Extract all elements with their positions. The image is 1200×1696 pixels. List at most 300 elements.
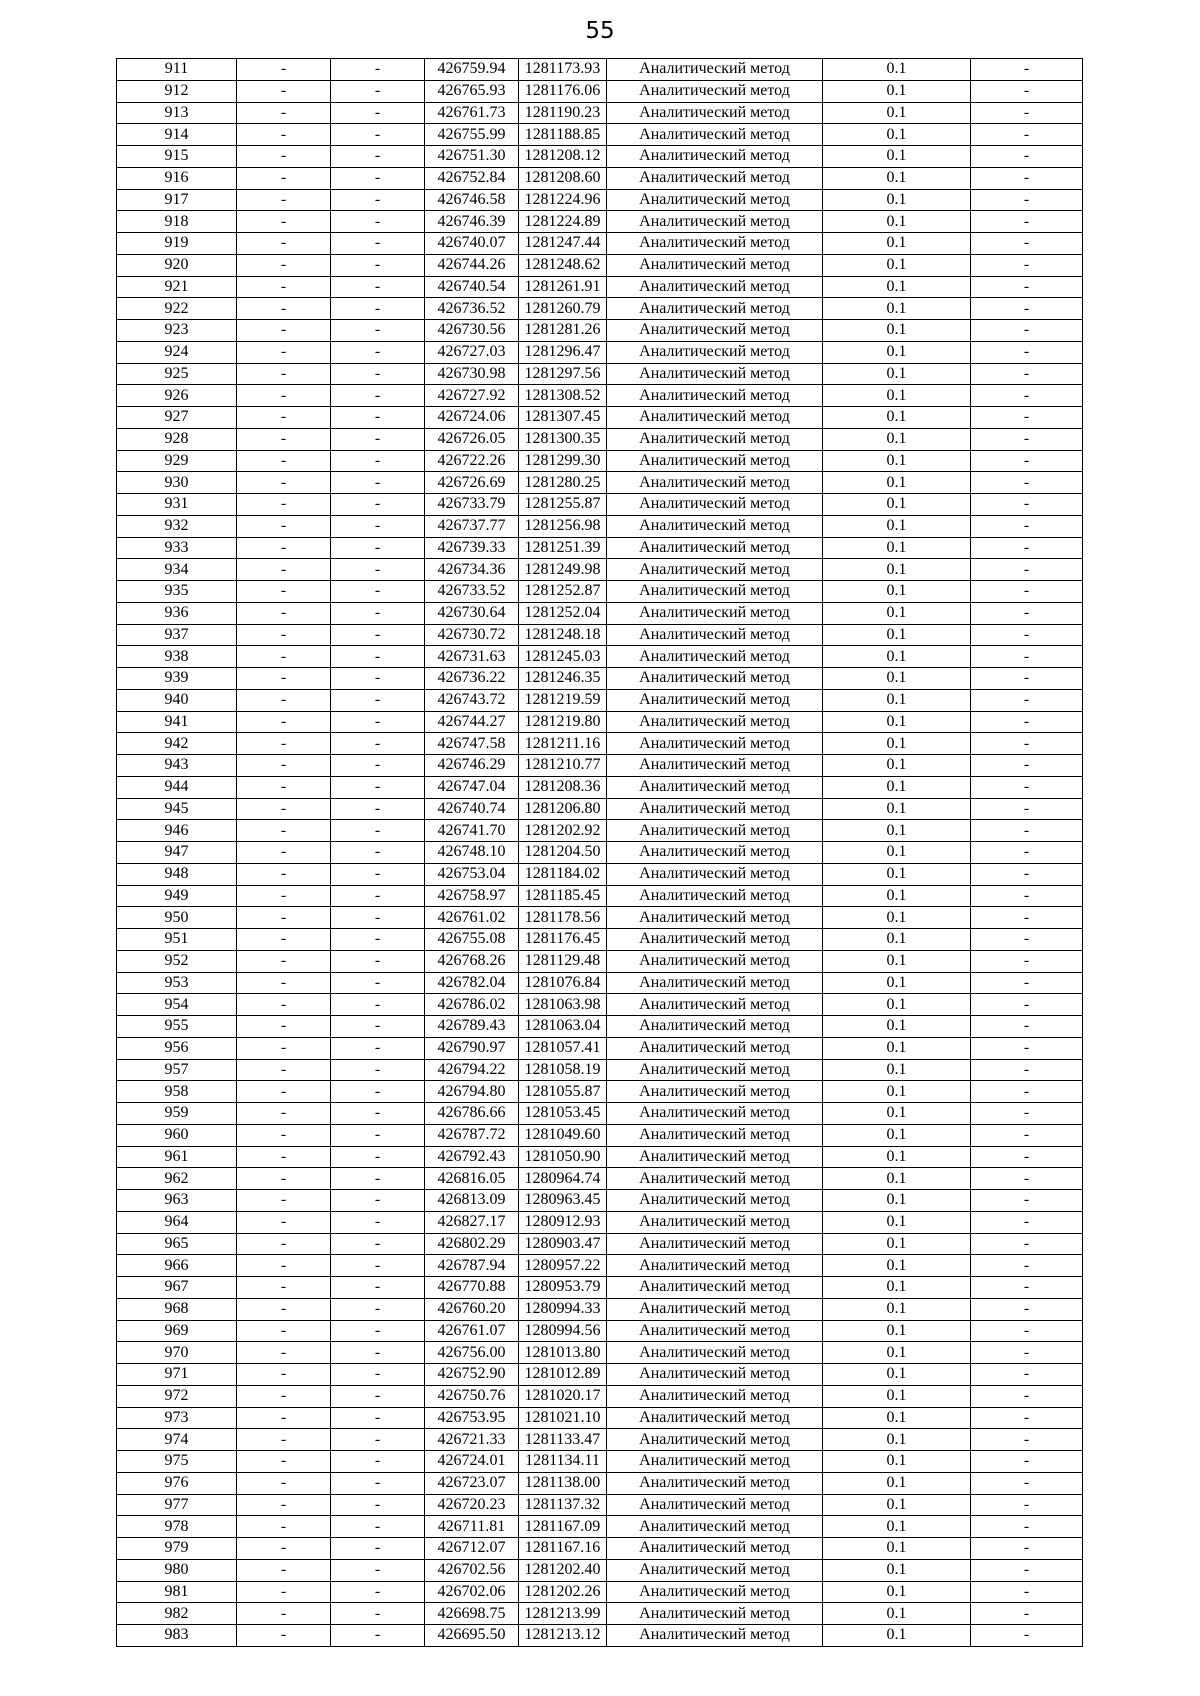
point-number-cell: 911 [117,59,237,81]
y-coordinate-cell: 1281167.16 [519,1538,607,1560]
note-cell: - [971,146,1083,168]
empty-cell-1: - [237,254,331,276]
empty-cell-1: - [237,341,331,363]
accuracy-cell: 0.1 [823,1059,971,1081]
note-cell: - [971,581,1083,603]
empty-cell-2: - [331,755,425,777]
empty-cell-1: - [237,776,331,798]
table-row [117,167,1083,189]
empty-cell-1: - [237,1233,331,1255]
empty-cell-2: - [331,1103,425,1125]
table-row [117,494,1083,516]
y-coordinate-cell: 1281063.98 [519,994,607,1016]
y-coordinate-cell: 1281246.35 [519,668,607,690]
x-coordinate-cell: 426768.26 [425,950,519,972]
y-coordinate-cell: 1281213.99 [519,1603,607,1625]
note-cell: - [971,798,1083,820]
note-cell: - [971,624,1083,646]
note-cell: - [971,1364,1083,1386]
method-cell: Аналитический метод [607,1059,823,1081]
y-coordinate-cell: 1281211.16 [519,733,607,755]
point-number-cell: 918 [117,211,237,233]
note-cell: - [971,124,1083,146]
accuracy-cell: 0.1 [823,907,971,929]
empty-cell-1: - [237,1059,331,1081]
empty-cell-1: - [237,907,331,929]
x-coordinate-cell: 426758.97 [425,885,519,907]
y-coordinate-cell: 1281256.98 [519,515,607,537]
y-coordinate-cell: 1281213.12 [519,1625,607,1647]
note-cell: - [971,1342,1083,1364]
point-number-cell: 937 [117,624,237,646]
table-row [117,298,1083,320]
empty-cell-2: - [331,646,425,668]
table-row [117,646,1083,668]
method-cell: Аналитический метод [607,907,823,929]
note-cell: - [971,80,1083,102]
method-cell: Аналитический метод [607,581,823,603]
x-coordinate-cell: 426802.29 [425,1233,519,1255]
y-coordinate-cell: 1281167.09 [519,1516,607,1538]
table-row [117,994,1083,1016]
note-cell: - [971,298,1083,320]
empty-cell-2: - [331,494,425,516]
x-coordinate-cell: 426739.33 [425,537,519,559]
method-cell: Аналитический метод [607,1211,823,1233]
table-row [117,950,1083,972]
point-number-cell: 973 [117,1407,237,1429]
method-cell: Аналитический метод [607,885,823,907]
empty-cell-2: - [331,950,425,972]
point-number-cell: 958 [117,1081,237,1103]
method-cell: Аналитический метод [607,1364,823,1386]
empty-cell-2: - [331,885,425,907]
note-cell: - [971,472,1083,494]
point-number-cell: 963 [117,1190,237,1212]
empty-cell-2: - [331,1255,425,1277]
y-coordinate-cell: 1281252.04 [519,602,607,624]
x-coordinate-cell: 426733.79 [425,494,519,516]
x-coordinate-cell: 426755.99 [425,124,519,146]
point-number-cell: 953 [117,972,237,994]
y-coordinate-cell: 1281050.90 [519,1146,607,1168]
point-number-cell: 949 [117,885,237,907]
y-coordinate-cell: 1281053.45 [519,1103,607,1125]
point-number-cell: 921 [117,276,237,298]
accuracy-cell: 0.1 [823,1255,971,1277]
accuracy-cell: 0.1 [823,1320,971,1342]
empty-cell-2: - [331,1364,425,1386]
point-number-cell: 933 [117,537,237,559]
method-cell: Аналитический метод [607,994,823,1016]
method-cell: Аналитический метод [607,1581,823,1603]
y-coordinate-cell: 1281249.98 [519,559,607,581]
method-cell: Аналитический метод [607,1190,823,1212]
accuracy-cell: 0.1 [823,1298,971,1320]
accuracy-cell: 0.1 [823,950,971,972]
empty-cell-1: - [237,1298,331,1320]
note-cell: - [971,863,1083,885]
y-coordinate-cell: 1281208.60 [519,167,607,189]
point-number-cell: 932 [117,515,237,537]
y-coordinate-cell: 1281137.32 [519,1494,607,1516]
note-cell: - [971,515,1083,537]
empty-cell-2: - [331,472,425,494]
table-row [117,407,1083,429]
note-cell: - [971,1603,1083,1625]
empty-cell-1: - [237,733,331,755]
y-coordinate-cell: 1281208.12 [519,146,607,168]
empty-cell-1: - [237,385,331,407]
method-cell: Аналитический метод [607,1103,823,1125]
empty-cell-1: - [237,1451,331,1473]
method-cell: Аналитический метод [607,1494,823,1516]
y-coordinate-cell: 1281202.40 [519,1559,607,1581]
y-coordinate-cell: 1280953.79 [519,1277,607,1299]
y-coordinate-cell: 1281134.11 [519,1451,607,1473]
method-cell: Аналитический метод [607,1603,823,1625]
empty-cell-1: - [237,798,331,820]
y-coordinate-cell: 1281261.91 [519,276,607,298]
note-cell: - [971,59,1083,81]
point-number-cell: 959 [117,1103,237,1125]
point-number-cell: 929 [117,450,237,472]
note-cell: - [971,1190,1083,1212]
empty-cell-2: - [331,559,425,581]
accuracy-cell: 0.1 [823,842,971,864]
y-coordinate-cell: 1281063.04 [519,1016,607,1038]
table-row [117,1451,1083,1473]
note-cell: - [971,1429,1083,1451]
y-coordinate-cell: 1281176.45 [519,929,607,951]
table-row [117,472,1083,494]
empty-cell-2: - [331,407,425,429]
table-row [117,1103,1083,1125]
table-row [117,1168,1083,1190]
empty-cell-2: - [331,298,425,320]
empty-cell-1: - [237,1146,331,1168]
method-cell: Аналитический метод [607,1233,823,1255]
x-coordinate-cell: 426737.77 [425,515,519,537]
table-row [117,1494,1083,1516]
accuracy-cell: 0.1 [823,254,971,276]
table-row [117,581,1083,603]
empty-cell-2: - [331,1538,425,1560]
empty-cell-1: - [237,1516,331,1538]
empty-cell-2: - [331,450,425,472]
table-row [117,1603,1083,1625]
table-row [117,907,1083,929]
point-number-cell: 946 [117,820,237,842]
y-coordinate-cell: 1281204.50 [519,842,607,864]
point-number-cell: 982 [117,1603,237,1625]
x-coordinate-cell: 426750.76 [425,1385,519,1407]
note-cell: - [971,1124,1083,1146]
accuracy-cell: 0.1 [823,102,971,124]
method-cell: Аналитический метод [607,1168,823,1190]
y-coordinate-cell: 1281184.02 [519,863,607,885]
empty-cell-1: - [237,1342,331,1364]
method-cell: Аналитический метод [607,776,823,798]
page-number: 55 [585,18,615,44]
empty-cell-1: - [237,1407,331,1429]
note-cell: - [971,1320,1083,1342]
point-number-cell: 914 [117,124,237,146]
point-number-cell: 923 [117,320,237,342]
empty-cell-2: - [331,624,425,646]
empty-cell-2: - [331,972,425,994]
accuracy-cell: 0.1 [823,1603,971,1625]
empty-cell-1: - [237,102,331,124]
x-coordinate-cell: 426695.50 [425,1625,519,1647]
method-cell: Аналитический метод [607,1342,823,1364]
table-row [117,1233,1083,1255]
empty-cell-1: - [237,450,331,472]
method-cell: Аналитический метод [607,1277,823,1299]
method-cell: Аналитический метод [607,842,823,864]
empty-cell-1: - [237,668,331,690]
empty-cell-2: - [331,929,425,951]
empty-cell-1: - [237,711,331,733]
table-row [117,1037,1083,1059]
accuracy-cell: 0.1 [823,972,971,994]
y-coordinate-cell: 1281297.56 [519,363,607,385]
method-cell: Аналитический метод [607,929,823,951]
empty-cell-1: - [237,494,331,516]
y-coordinate-cell: 1281255.87 [519,494,607,516]
accuracy-cell: 0.1 [823,1233,971,1255]
accuracy-cell: 0.1 [823,211,971,233]
note-cell: - [971,385,1083,407]
method-cell: Аналитический метод [607,668,823,690]
note-cell: - [971,776,1083,798]
y-coordinate-cell: 1281057.41 [519,1037,607,1059]
method-cell: Аналитический метод [607,1429,823,1451]
empty-cell-1: - [237,472,331,494]
note-cell: - [971,950,1083,972]
x-coordinate-cell: 426731.63 [425,646,519,668]
note-cell: - [971,1516,1083,1538]
empty-cell-2: - [331,1211,425,1233]
y-coordinate-cell: 1281206.80 [519,798,607,820]
empty-cell-2: - [331,254,425,276]
empty-cell-2: - [331,59,425,81]
accuracy-cell: 0.1 [823,1146,971,1168]
table-row [117,972,1083,994]
accuracy-cell: 0.1 [823,885,971,907]
x-coordinate-cell: 426755.08 [425,929,519,951]
table-row [117,1059,1083,1081]
point-number-cell: 944 [117,776,237,798]
method-cell: Аналитический метод [607,407,823,429]
empty-cell-2: - [331,581,425,603]
x-coordinate-cell: 426711.81 [425,1516,519,1538]
method-cell: Аналитический метод [607,1124,823,1146]
x-coordinate-cell: 426752.84 [425,167,519,189]
accuracy-cell: 0.1 [823,1559,971,1581]
accuracy-cell: 0.1 [823,472,971,494]
point-number-cell: 960 [117,1124,237,1146]
accuracy-cell: 0.1 [823,515,971,537]
empty-cell-1: - [237,320,331,342]
empty-cell-2: - [331,1342,425,1364]
method-cell: Аналитический метод [607,798,823,820]
empty-cell-1: - [237,1385,331,1407]
method-cell: Аналитический метод [607,428,823,450]
point-number-cell: 919 [117,233,237,255]
empty-cell-2: - [331,1429,425,1451]
empty-cell-2: - [331,1016,425,1038]
method-cell: Аналитический метод [607,820,823,842]
note-cell: - [971,711,1083,733]
empty-cell-2: - [331,668,425,690]
method-cell: Аналитический метод [607,972,823,994]
y-coordinate-cell: 1281049.60 [519,1124,607,1146]
note-cell: - [971,559,1083,581]
y-coordinate-cell: 1280957.22 [519,1255,607,1277]
note-cell: - [971,1538,1083,1560]
empty-cell-1: - [237,211,331,233]
empty-cell-2: - [331,124,425,146]
note-cell: - [971,842,1083,864]
empty-cell-1: - [237,428,331,450]
point-number-cell: 967 [117,1277,237,1299]
point-number-cell: 926 [117,385,237,407]
empty-cell-1: - [237,59,331,81]
accuracy-cell: 0.1 [823,428,971,450]
point-number-cell: 979 [117,1538,237,1560]
accuracy-cell: 0.1 [823,668,971,690]
accuracy-cell: 0.1 [823,1103,971,1125]
note-cell: - [971,668,1083,690]
point-number-cell: 940 [117,689,237,711]
accuracy-cell: 0.1 [823,385,971,407]
empty-cell-2: - [331,1320,425,1342]
empty-cell-1: - [237,885,331,907]
point-number-cell: 931 [117,494,237,516]
y-coordinate-cell: 1281245.03 [519,646,607,668]
point-number-cell: 939 [117,668,237,690]
x-coordinate-cell: 426740.07 [425,233,519,255]
empty-cell-2: - [331,1298,425,1320]
empty-cell-1: - [237,1625,331,1647]
x-coordinate-cell: 426746.58 [425,189,519,211]
point-number-cell: 952 [117,950,237,972]
point-number-cell: 913 [117,102,237,124]
point-number-cell: 968 [117,1298,237,1320]
accuracy-cell: 0.1 [823,1124,971,1146]
y-coordinate-cell: 1281300.35 [519,428,607,450]
accuracy-cell: 0.1 [823,559,971,581]
empty-cell-2: - [331,1407,425,1429]
point-number-cell: 917 [117,189,237,211]
method-cell: Аналитический метод [607,1538,823,1560]
x-coordinate-cell: 426748.10 [425,842,519,864]
method-cell: Аналитический метод [607,1385,823,1407]
empty-cell-1: - [237,559,331,581]
empty-cell-1: - [237,1581,331,1603]
accuracy-cell: 0.1 [823,1625,971,1647]
table-row [117,233,1083,255]
table-row [117,1385,1083,1407]
empty-cell-1: - [237,994,331,1016]
method-cell: Аналитический метод [607,733,823,755]
empty-cell-1: - [237,1494,331,1516]
method-cell: Аналитический метод [607,1451,823,1473]
empty-cell-2: - [331,1168,425,1190]
point-number-cell: 970 [117,1342,237,1364]
method-cell: Аналитический метод [607,472,823,494]
point-number-cell: 954 [117,994,237,1016]
note-cell: - [971,1581,1083,1603]
table-row [117,559,1083,581]
note-cell: - [971,1407,1083,1429]
accuracy-cell: 0.1 [823,363,971,385]
x-coordinate-cell: 426747.58 [425,733,519,755]
note-cell: - [971,1255,1083,1277]
point-number-cell: 924 [117,341,237,363]
point-number-cell: 922 [117,298,237,320]
point-number-cell: 974 [117,1429,237,1451]
table-row [117,385,1083,407]
point-number-cell: 927 [117,407,237,429]
x-coordinate-cell: 426786.02 [425,994,519,1016]
empty-cell-1: - [237,1037,331,1059]
x-coordinate-cell: 426786.66 [425,1103,519,1125]
accuracy-cell: 0.1 [823,59,971,81]
x-coordinate-cell: 426726.05 [425,428,519,450]
x-coordinate-cell: 426816.05 [425,1168,519,1190]
x-coordinate-cell: 426760.20 [425,1298,519,1320]
y-coordinate-cell: 1281058.19 [519,1059,607,1081]
y-coordinate-cell: 1281308.52 [519,385,607,407]
note-cell: - [971,689,1083,711]
accuracy-cell: 0.1 [823,776,971,798]
accuracy-cell: 0.1 [823,1081,971,1103]
method-cell: Аналитический метод [607,1472,823,1494]
accuracy-cell: 0.1 [823,341,971,363]
method-cell: Аналитический метод [607,689,823,711]
empty-cell-1: - [237,1255,331,1277]
accuracy-cell: 0.1 [823,755,971,777]
accuracy-cell: 0.1 [823,733,971,755]
x-coordinate-cell: 426702.56 [425,1559,519,1581]
x-coordinate-cell: 426724.06 [425,407,519,429]
accuracy-cell: 0.1 [823,80,971,102]
empty-cell-2: - [331,1146,425,1168]
point-number-cell: 935 [117,581,237,603]
point-number-cell: 965 [117,1233,237,1255]
note-cell: - [971,1559,1083,1581]
empty-cell-1: - [237,1168,331,1190]
point-number-cell: 950 [117,907,237,929]
empty-cell-1: - [237,146,331,168]
table-row [117,776,1083,798]
method-cell: Аналитический метод [607,1037,823,1059]
y-coordinate-cell: 1281307.45 [519,407,607,429]
y-coordinate-cell: 1280912.93 [519,1211,607,1233]
accuracy-cell: 0.1 [823,1277,971,1299]
table-row [117,711,1083,733]
method-cell: Аналитический метод [607,124,823,146]
empty-cell-1: - [237,1320,331,1342]
note-cell: - [971,450,1083,472]
table-row [117,1320,1083,1342]
x-coordinate-cell: 426733.52 [425,581,519,603]
empty-cell-2: - [331,385,425,407]
method-cell: Аналитический метод [607,1298,823,1320]
note-cell: - [971,755,1083,777]
